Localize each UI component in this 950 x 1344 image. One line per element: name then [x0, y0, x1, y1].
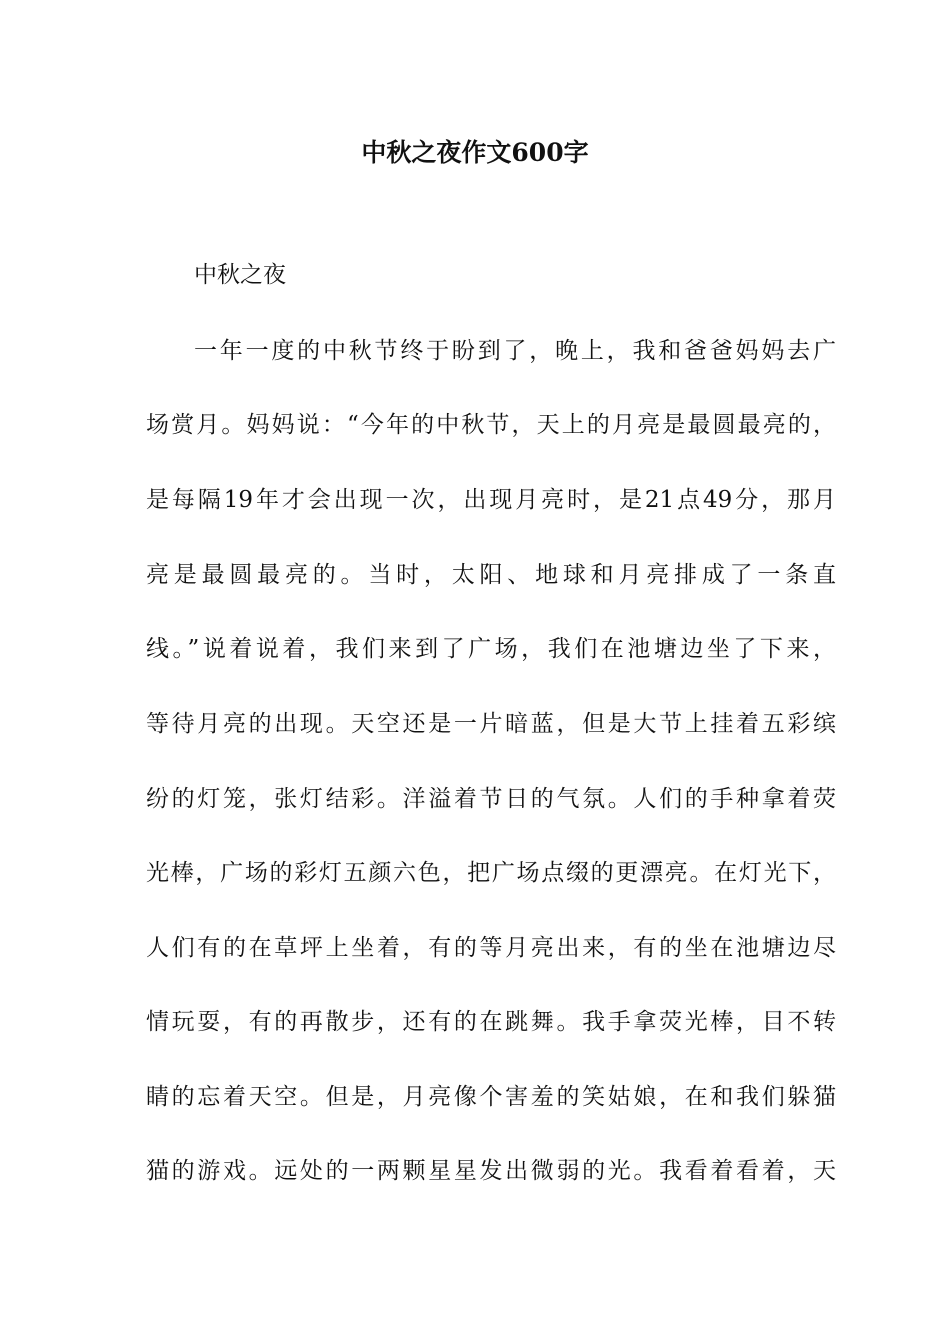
- body-line: 情玩耍，有的再散步，还有的在跳舞。我手拿荧光棒，目不转: [146, 1009, 836, 1035]
- body-line: 纷的灯笼，张灯结彩。洋溢着节日的气氛。人们的手种拿着荧: [146, 786, 836, 812]
- document-title: 中秋之夜作文600字: [361, 138, 589, 167]
- body-line: 睛的忘着天空。但是，月亮像个害羞的笑姑娘，在和我们躲猫: [146, 1084, 836, 1110]
- body-line: 人们有的在草坪上坐着，有的等月亮出来，有的坐在池塘边尽: [146, 935, 836, 961]
- body-line: 亮是最圆最亮的。当时，太阳、地球和月亮排成了一条直: [146, 562, 836, 588]
- body-line: 一年一度的中秋节终于盼到了，晚上，我和爸爸妈妈去广: [194, 338, 836, 364]
- body-line: 光棒，广场的彩灯五颜六色，把广场点缀的更漂亮。在灯光下，: [146, 860, 836, 886]
- body-line: 场赏月。妈妈说：“今年的中秋节，天上的月亮是最圆最亮的，: [146, 412, 836, 438]
- body-line: 猫的游戏。远处的一两颗星星发出微弱的光。我看着看着，天: [146, 1158, 836, 1184]
- body-line: 是每隔19年才会出现一次，出现月亮时，是21点49分，那月: [146, 487, 836, 513]
- essay-subtitle: 中秋之夜: [194, 262, 286, 288]
- body-line: 线。”说着说着，我们来到了广场，我们在池塘边坐了下来，: [146, 636, 836, 662]
- body-line: 等待月亮的出现。天空还是一片暗蓝，但是大节上挂着五彩缤: [146, 711, 836, 737]
